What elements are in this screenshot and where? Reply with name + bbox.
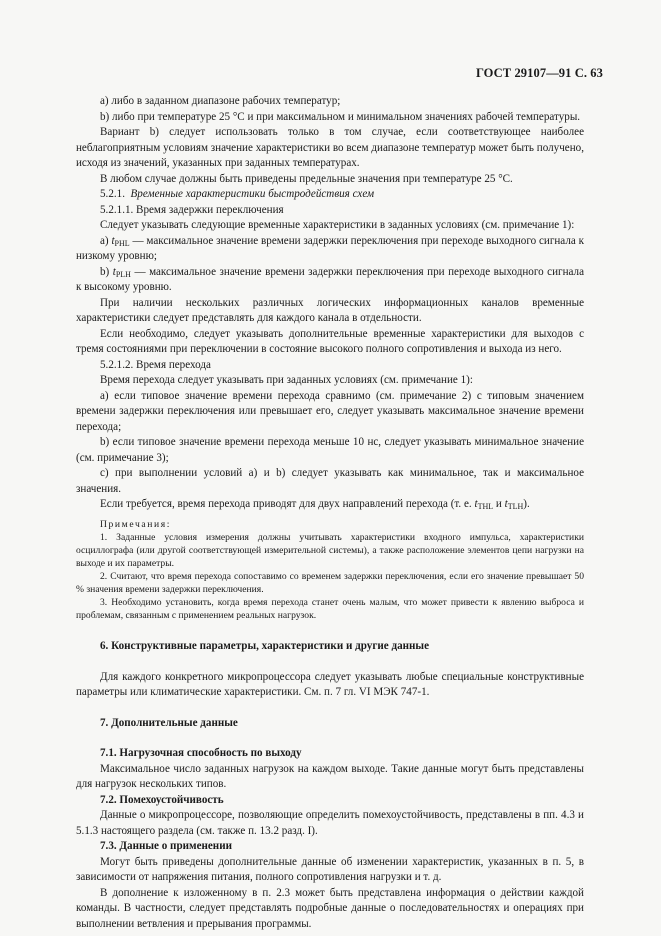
paragraph: Могут быть приведены дополнительные данные об изменении характеристик, указанных в п. 5, в зависимости от напряжения питания, полного сопротивления нагрузки и т. д.: [76, 855, 584, 884]
paragraph: Время перехода следует указывать при заданных условиях (см. примечание 1):: [100, 374, 473, 386]
list-item: с) при выполнении условий а) и b) следует указывать как минимальное, так и максимальное значения.: [76, 467, 584, 495]
list-item: [76, 265, 584, 296]
paragraph: [76, 497, 584, 513]
section-heading: 7. Дополнительные данные: [100, 716, 238, 729]
paragraph: При наличии нескольких различных логических информационных каналов временные характеристики следует представлять для каждого канала в отдельности.: [76, 296, 584, 324]
item-text: — максимальное значение времени задержки переключения при переходе выходного сигнала к высокому уровню.: [76, 265, 585, 293]
symbol: t: [504, 498, 508, 510]
paragraph: Следует указывать следующие временные характеристики в заданных условиях (см. примечание 1):: [100, 219, 575, 231]
paragraph: 5.2.1.2. Время перехода: [100, 358, 211, 371]
paragraph: Данные о микропроцессоре, позволяющие определить помехоустойчивость, представлены в пп. 4.3 и 5.1.3 настоящего раздела (см. также п. 13.2 разд. I).: [76, 809, 584, 837]
symbol-subscript: PHL: [114, 238, 130, 248]
notes-title: Примечания:: [100, 518, 171, 530]
paragraph: Максимальное число заданных нагрузок на каждом выходе. Такие данные могут быть представлены для нагрузок нескольких типов.: [76, 762, 584, 791]
notes-block: [76, 518, 584, 623]
subsection-heading: [76, 187, 584, 203]
paragraph: а) либо в заданном диапазоне рабочих температур;: [100, 95, 341, 107]
subsection-number: 5.2.1.: [100, 188, 125, 200]
page-content: [76, 94, 584, 932]
paragraph: Для каждого конкретного микропроцессора следует указывать любые специальные конструктивные параметры или климатические характеристики. См. п. 7 гл. VI МЭК 747-1.: [76, 670, 584, 699]
paragraph: Если необходимо, следует указывать дополнительные временные характеристики для выходов с тремя состояниями при переключении в состояние высокого полного сопротивления и выхода из него.: [76, 327, 584, 355]
subsection-heading: 7.2. Помехоустойчивость: [100, 793, 224, 806]
symbol: t: [112, 265, 116, 278]
page-header: ГОСТ 29107—91 С. 63: [475, 66, 603, 80]
symbol-subscript: THL: [477, 502, 494, 511]
paragraph: Вариант b) следует использовать только в том случае, если соответствующее наиболее неблагоприятным условиям значение характеристики во всем диапазоне температур может быть получено, исходя из значений, указанных при заданных температурах.: [76, 126, 584, 169]
note-item: 3. Необходимо установить, когда время перехода станет очень малым, что может привести к явлению выброса и проблемам, связанным с применением реальных нагрузок.: [76, 597, 584, 622]
symbol: t: [111, 234, 115, 247]
paragraph: b) либо при температуре 25 °С и при максимальном и минимальном значениях рабочей температуры.: [100, 110, 581, 123]
subsection-heading: 7.3. Данные о применении: [100, 840, 232, 853]
paragraph: В любом случае должны быть приведены предельные значения при температуре 25 °С.: [100, 172, 513, 185]
symbol-subscript: TLH: [507, 502, 524, 511]
note-item: 1. Заданные условия измерения должны учитывать характеристики входного импульса, характеристики осциллографа (или другой соответствующей измерительной системы), а также расположение элементов цепи нагрузки на выходе и их параметры.: [76, 531, 584, 569]
section-heading: 6. Конструктивные параметры, характеристики и другие данные: [100, 640, 429, 653]
item-prefix: b): [100, 265, 113, 278]
list-item: а) если типовое значение времени перехода сравнимо (см. примечание 2) с типовым значением времени задержки переключения или превышает его, следует указывать максимальное значение времени перехода;: [76, 389, 584, 433]
text-part: Если требуется, время перехода приводят для двух направлений перехода (т. е.: [100, 498, 475, 510]
list-item: b) если типовое значение времени перехода меньше 10 нс, следует указывать минимальное значение (см. примечание 3);: [76, 436, 584, 464]
text-part: и: [493, 498, 505, 510]
item-prefix: а): [100, 234, 112, 247]
note-item: 2. Считают, что время перехода сопоставимо со временем задержки переключения, если его значение превышает 50 % значения времени задержки переключения.: [76, 570, 584, 595]
paragraph: 5.2.1.1. Время задержки переключения: [100, 203, 284, 216]
symbol-subscript: PLH: [115, 269, 131, 279]
subsection-heading: 7.1. Нагрузочная способность по выходу: [100, 747, 302, 760]
text-part: ).: [523, 498, 530, 510]
symbol: t: [474, 498, 478, 510]
item-text: — максимальное значение времени задержки переключения при переходе выходного сигнала к низкому уровню;: [76, 234, 584, 262]
paragraph: В дополнение к изложенному в п. 2.3 может быть представлена информация о действии каждой команды. В частности, следует представлять подробные данные о последовательностях и операциях при выполнении ветвления и прерывания программы.: [76, 886, 584, 930]
subsection-title: Временные характеристики быстродействия схем: [130, 188, 375, 200]
list-item: [76, 234, 584, 265]
